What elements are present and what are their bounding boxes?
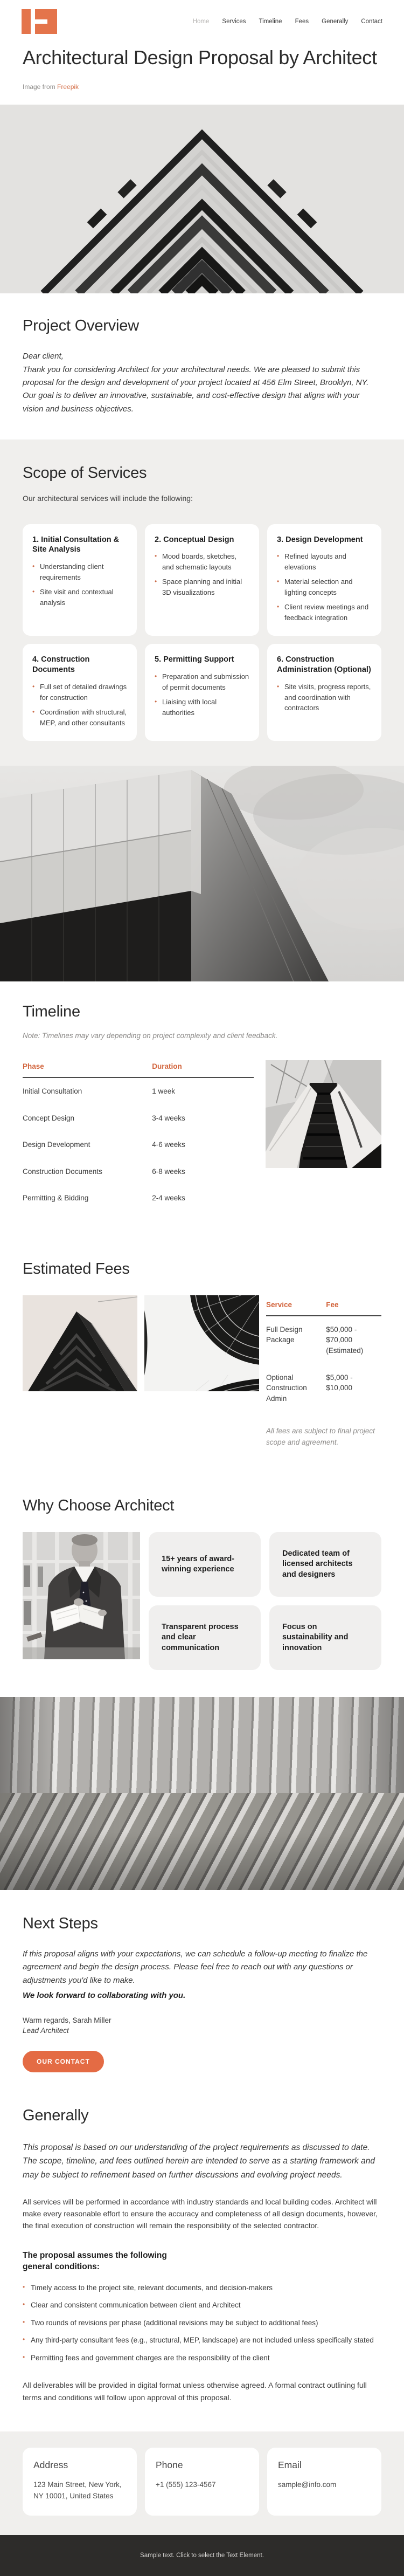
fees-col-service: Service [266,1295,326,1316]
generally-intro: This proposal is based on our understanding of the project requirements as discussed to date. The scope, timeline, and fees outlined herein are intended to serve as a starting framework and may be subject to refinement based on further discussions and evolving project needs. [23,2143,375,2180]
scope-card-grid [23,524,381,741]
salutation: Dear client, [23,352,64,361]
project-overview-section [0,293,404,439]
next-steps-section [0,1890,404,2099]
timeline-col-duration: Duration [152,1057,254,1077]
phone-card [145,2448,259,2516]
service-cell: Full Design Package [266,1325,303,1344]
generally-body: All services will be performed in accordance with industry standards and local building codes. Architect will make every reasonable effort to ensure the accuracy and completeness of all design documents, however, the final execution of construction will remain the responsibility of the selected contractor. [23,2197,378,2230]
timeline-table [23,1057,254,1212]
service-card-title: 4. Construction Documents [32,655,90,675]
conditions-list [23,2283,381,2364]
duration-cell: 1 week [152,1087,176,1096]
phase-cell: Initial Consultation [23,1087,82,1096]
service-bullet: • Preparation and submission of permit documents [155,671,249,692]
why-card-2 [269,1532,381,1597]
phone-title: Phone [156,2460,183,2471]
scope-intro: Our architectural services will include the following: [23,493,193,503]
why-card-grid [149,1532,381,1670]
image-credit-text: Image from [23,83,58,91]
service-bullet: • Full set of detailed drawings for construction [32,682,127,703]
diagonal-ribs-photo [0,1793,404,1890]
next-steps-heading: Next Steps [23,1915,98,1933]
why-card-4 [269,1605,381,1670]
service-bullet: • Material selection and lighting concepts [277,576,372,597]
service-bullet: • Client review meetings and feedback integration [277,602,372,623]
service-card-3 [267,524,381,636]
why-card-text: 15+ years of award-winning experience [162,1554,235,1574]
why-card-text: Dedicated team of licensed architects and designers [282,1549,353,1579]
generally-heading: Generally [23,2107,89,2125]
table-row [266,1364,381,1412]
footer-text: Sample text. Click to select the Text Element. [140,2552,264,2559]
phase-cell: Design Development [23,1141,90,1149]
service-card-2 [145,524,259,636]
timeline-heading: Timeline [23,1003,80,1021]
service-card-title: 1. Initial Consultation & Site Analysis [32,535,120,554]
condition-item: • Timely access to the project site, relevant documents, and decision-makers [23,2283,381,2293]
table-row [23,1185,254,1212]
condition-item: • Any third-party consultant fees (e.g., structural, MEP, landscape) are not included unless specifically stated [23,2335,381,2346]
nav-item-services[interactable]: Services [222,18,246,25]
condition-item: • Two rounds of revisions per phase (additional revisions may be subject to additional fees) [23,2318,381,2328]
next-steps-emphasis: We look forward to collaborating with you. [23,1991,186,2001]
service-card-5 [145,644,259,741]
email-card [267,2448,381,2516]
service-card-6 [267,644,381,741]
architect-portrait-photo [23,1532,140,1659]
service-bullet: • Refined layouts and elevations [277,551,372,572]
scope-heading: Scope of Services [23,464,147,482]
service-cell: Optional Construction Admin [266,1373,307,1403]
timeline-table-wrap [23,1057,254,1212]
timeline-note: Note: Timelines may vary depending on project complexity and client feedback. [23,1032,278,1040]
overview-body: Thank you for considering Architect for your architectural needs. We are pleased to submit this proposal for the design and development of your project located at 456 Elm Street, Brooklyn, NY. Our goal is to deliver an innovative, sustainable, and cost-effective design that aligns with your vision and business objectives. [23,365,369,414]
signoff: Warm regards, Sarah Miller [23,2016,112,2025]
staircase-photo [266,1060,381,1168]
duration-cell: 2-4 weeks [152,1194,185,1203]
nav-item-contact[interactable]: Contact [361,18,382,25]
why-card-3 [149,1605,261,1670]
dark-tower-photo [23,1295,137,1391]
duration-cell: 3-4 weeks [152,1114,185,1122]
table-row [23,1105,254,1132]
email-title: Email [278,2460,302,2471]
nav-item-fees[interactable]: Fees [295,18,309,25]
service-card-1 [23,524,137,636]
page-title: Architectural Design Proposal by Architect [23,46,377,68]
our-contact-button[interactable]: OUR CONTACT [23,2051,104,2072]
fees-table [266,1295,381,1412]
estimated-fees-section [0,1237,404,1473]
table-row [23,1077,254,1105]
address-title: Address [33,2460,68,2471]
condition-item: • Clear and consistent communication between client and Architect [23,2300,381,2311]
scope-of-services-section [0,439,404,766]
fee-cell: $50,000 - $70,000 (Estimated) [326,1325,364,1355]
timeline-section [0,981,404,1237]
duration-cell: 4-6 weeks [152,1141,185,1149]
why-choose-section [0,1473,404,1697]
signoff-role: Lead Architect [23,2027,69,2035]
image-credit [23,83,381,91]
phone-value: +1 (555) 123-4567 [156,2481,216,2489]
service-bullet: • Space planning and initial 3D visualizations [155,576,249,597]
freepik-link[interactable]: Freepik [57,83,79,91]
service-bullet: • Site visits, progress reports, and coordination with contractors [277,682,372,713]
phase-cell: Concept Design [23,1114,75,1122]
why-card-text: Transparent process and clear communication [162,1622,239,1652]
fee-cell: $5,000 - $10,000 [326,1373,353,1392]
why-card-text: Focus on sustainability and innovation [282,1622,349,1652]
hero-title-section [0,43,404,105]
table-row [23,1131,254,1158]
service-card-title: 5. Permitting Support [155,655,234,664]
nav-item-home[interactable]: Home [192,18,210,25]
table-row [266,1316,381,1364]
fees-heading: Estimated Fees [23,1260,130,1277]
service-card-title: 3. Design Development [277,535,363,544]
building-corner-photo [0,766,404,981]
service-card-title: 6. Construction Administration (Optional) [277,655,371,675]
phase-cell: Permitting & Bidding [23,1194,89,1203]
why-heading: Why Choose Architect [23,1497,175,1515]
hero-building-photo [0,105,404,293]
generally-section [0,2099,404,2431]
nav-item-generally[interactable]: Generally [322,18,349,25]
address-value: 123 Main Street, New York, NY 10001, United States [33,2481,122,2500]
timeline-col-phase: Phase [23,1057,152,1077]
conditions-heading: The proposal assumes the following general conditions: [23,2250,167,2271]
project-overview-heading: Project Overview [23,317,139,335]
service-card-4 [23,644,137,741]
brand-logo-icon[interactable] [22,9,57,34]
main-nav [193,18,382,25]
service-card-title: 2. Conceptual Design [155,535,234,544]
curved-buildings-photo [144,1295,259,1391]
fees-col-fee: Fee [326,1295,381,1316]
service-bullet: • Mood boards, sketches, and schematic layouts [155,551,249,572]
fees-table-wrap [266,1295,381,1448]
project-overview-letter [23,350,381,415]
fees-note: All fees are subject to final project scope and agreement. [266,1427,375,1447]
next-steps-body: If this proposal aligns with your expectations, we can schedule a follow-up meeting to finalize the agreement and begin the design process. Please feel free to reach out with any questions or adjustments you'd like to make. [23,1949,368,1985]
table-row [23,1158,254,1185]
condition-item: • Permitting fees and government charges are the responsibility of the client [23,2353,381,2364]
footer [0,2535,404,2576]
address-card [23,2448,137,2516]
duration-cell: 6-8 weeks [152,1167,185,1176]
generally-closing: All deliverables will be provided in digital format unless otherwise agreed. A formal contract outlining full terms and conditions will follow upon approval of this proposal. [23,2381,367,2402]
nav-item-timeline[interactable]: Timeline [259,18,282,25]
service-bullet: • Coordination with structural, MEP, and other consultants [32,707,127,728]
email-value: sample@info.com [278,2481,337,2489]
service-bullet: • Liaising with local authorities [155,697,249,718]
why-card-1 [149,1532,261,1597]
phase-cell: Construction Documents [23,1167,102,1176]
vertical-ribs-photo [0,1697,404,1793]
service-bullet: • Understanding client requirements [32,561,127,582]
service-bullet: • Site visit and contextual analysis [32,587,127,608]
header [0,0,404,43]
contact-section [0,2431,404,2535]
